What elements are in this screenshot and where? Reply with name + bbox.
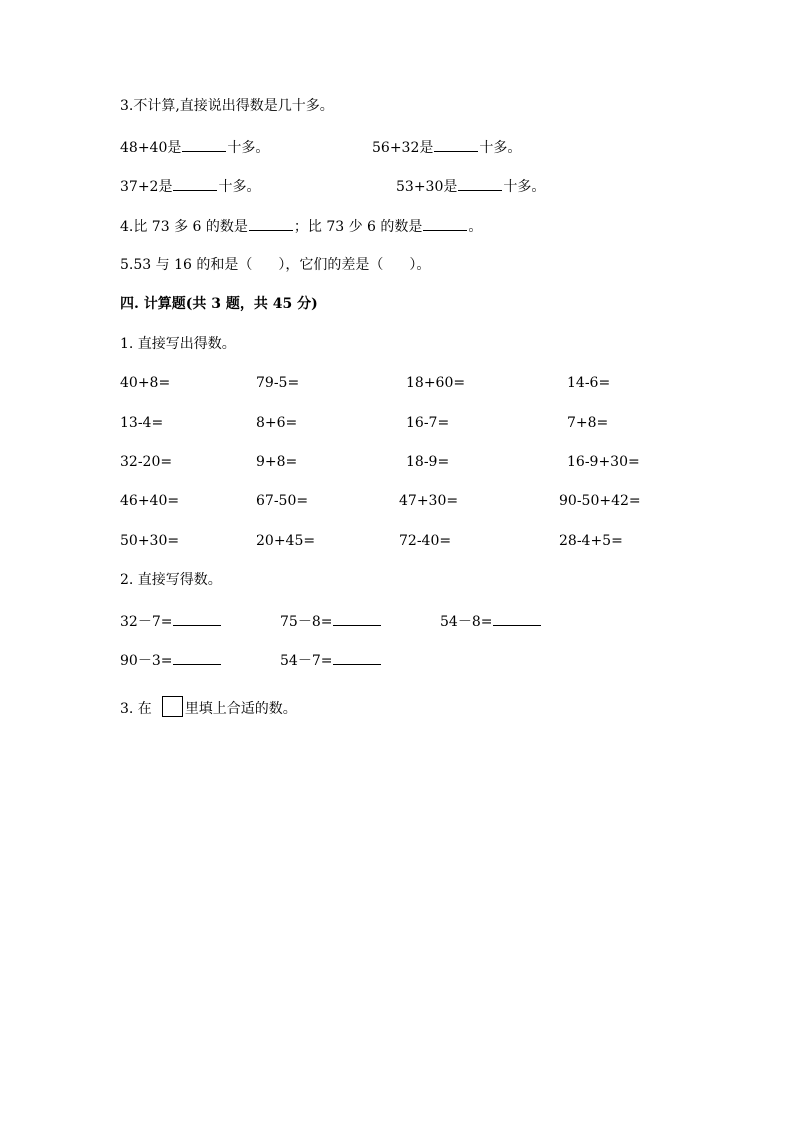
q3-item-4-mid: 是 [443,179,458,195]
section-4-q3-label: 3. 在 [120,701,152,717]
question-4-end: 。 [468,219,483,235]
q1-cell: 18+60= [406,375,466,391]
q3-item-1-expr: 48+40 [120,140,168,156]
q1-cell: 18-9= [406,454,450,470]
section-4-heading: 四. 计算题(共 3 题，共 45 分) [120,296,318,312]
question-4-label: 4. [120,219,134,235]
q2-item [280,650,382,670]
q3-item-1-mid: 是 [167,140,182,156]
q3-item-2-mid: 是 [419,140,434,156]
q2-item [280,611,382,631]
q1-cell: 8+6= [256,415,298,431]
q1-cell: 72-40= [399,533,452,549]
question-3-label: 3. [120,98,134,114]
q3-item-3-suffix: 十多。 [218,179,261,195]
question-3-text: 不计算,直接说出得数是几十多。 [133,98,334,114]
question-5-part3: ）。 [409,257,431,273]
q1-cell: 32-20= [120,454,173,470]
answer-blank[interactable] [249,216,293,231]
answer-blank[interactable] [333,611,381,626]
question-4-sep: ；比 73 少 6 的数是 [293,219,423,235]
q2-item [120,611,222,631]
section-4-q3-text: 里填上合适的数。 [184,701,297,717]
q3-item-2-expr: 56+32 [372,140,420,156]
answer-blank[interactable] [493,611,541,626]
q3-item-1 [120,137,269,157]
q3-item-3 [120,176,260,196]
question-5-part1: 53 与 16 的和是（ [133,257,253,273]
answer-blank[interactable] [182,137,226,152]
q3-item-2 [372,137,521,157]
question-3-title [120,97,334,115]
q1-cell: 28-4+5= [559,533,623,549]
q1-cell: 9+8= [256,454,298,470]
q3-item-4-expr: 53+30 [396,179,444,195]
q1-cell: 20+45= [256,533,316,549]
question-4 [120,216,482,236]
q3-item-3-expr: 37+2 [120,179,159,195]
answer-blank[interactable] [423,216,467,231]
q2-expr: 54－7= [280,653,333,669]
answer-box-icon [162,696,183,717]
q2-expr: 75－8= [280,614,333,630]
section-4-q2-title: 2. 直接写得数。 [120,572,222,588]
q2-expr: 90－3= [120,653,173,669]
q3-item-4 [396,176,545,196]
q1-cell: 16-9+30= [567,454,640,470]
question-5-part2: ），它们的差是（ [278,257,384,273]
q2-item [440,611,542,631]
q1-cell: 47+30= [399,493,459,509]
answer-blank[interactable] [173,650,221,665]
answer-blank[interactable] [333,650,381,665]
section-4-q1-title: 1. 直接写出得数。 [120,336,236,352]
answer-blank[interactable] [173,611,221,626]
q2-expr: 32－7= [120,614,173,630]
q1-cell: 7+8= [567,415,609,431]
question-4-part1: 比 73 多 6 的数是 [133,219,248,235]
q1-cell: 67-50= [256,493,309,509]
answer-blank[interactable] [434,137,478,152]
q3-item-3-mid: 是 [158,179,173,195]
q3-item-1-suffix: 十多。 [227,140,270,156]
q1-cell: 13-4= [120,415,164,431]
q1-cell: 40+8= [120,375,171,391]
question-5-label: 5. [120,257,134,273]
q1-cell: 79-5= [256,375,300,391]
q1-cell: 90-50+42= [559,493,641,509]
q1-cell: 14-6= [567,375,611,391]
answer-blank[interactable] [173,176,217,191]
q2-item [120,650,222,670]
q3-item-2-suffix: 十多。 [479,140,522,156]
q2-expr: 54－8= [440,614,493,630]
q1-cell: 50+30= [120,533,180,549]
section-4-q3 [120,696,297,718]
question-5 [120,256,430,274]
q1-cell: 16-7= [406,415,450,431]
q3-item-4-suffix: 十多。 [503,179,546,195]
q1-cell: 46+40= [120,493,180,509]
answer-blank[interactable] [458,176,502,191]
